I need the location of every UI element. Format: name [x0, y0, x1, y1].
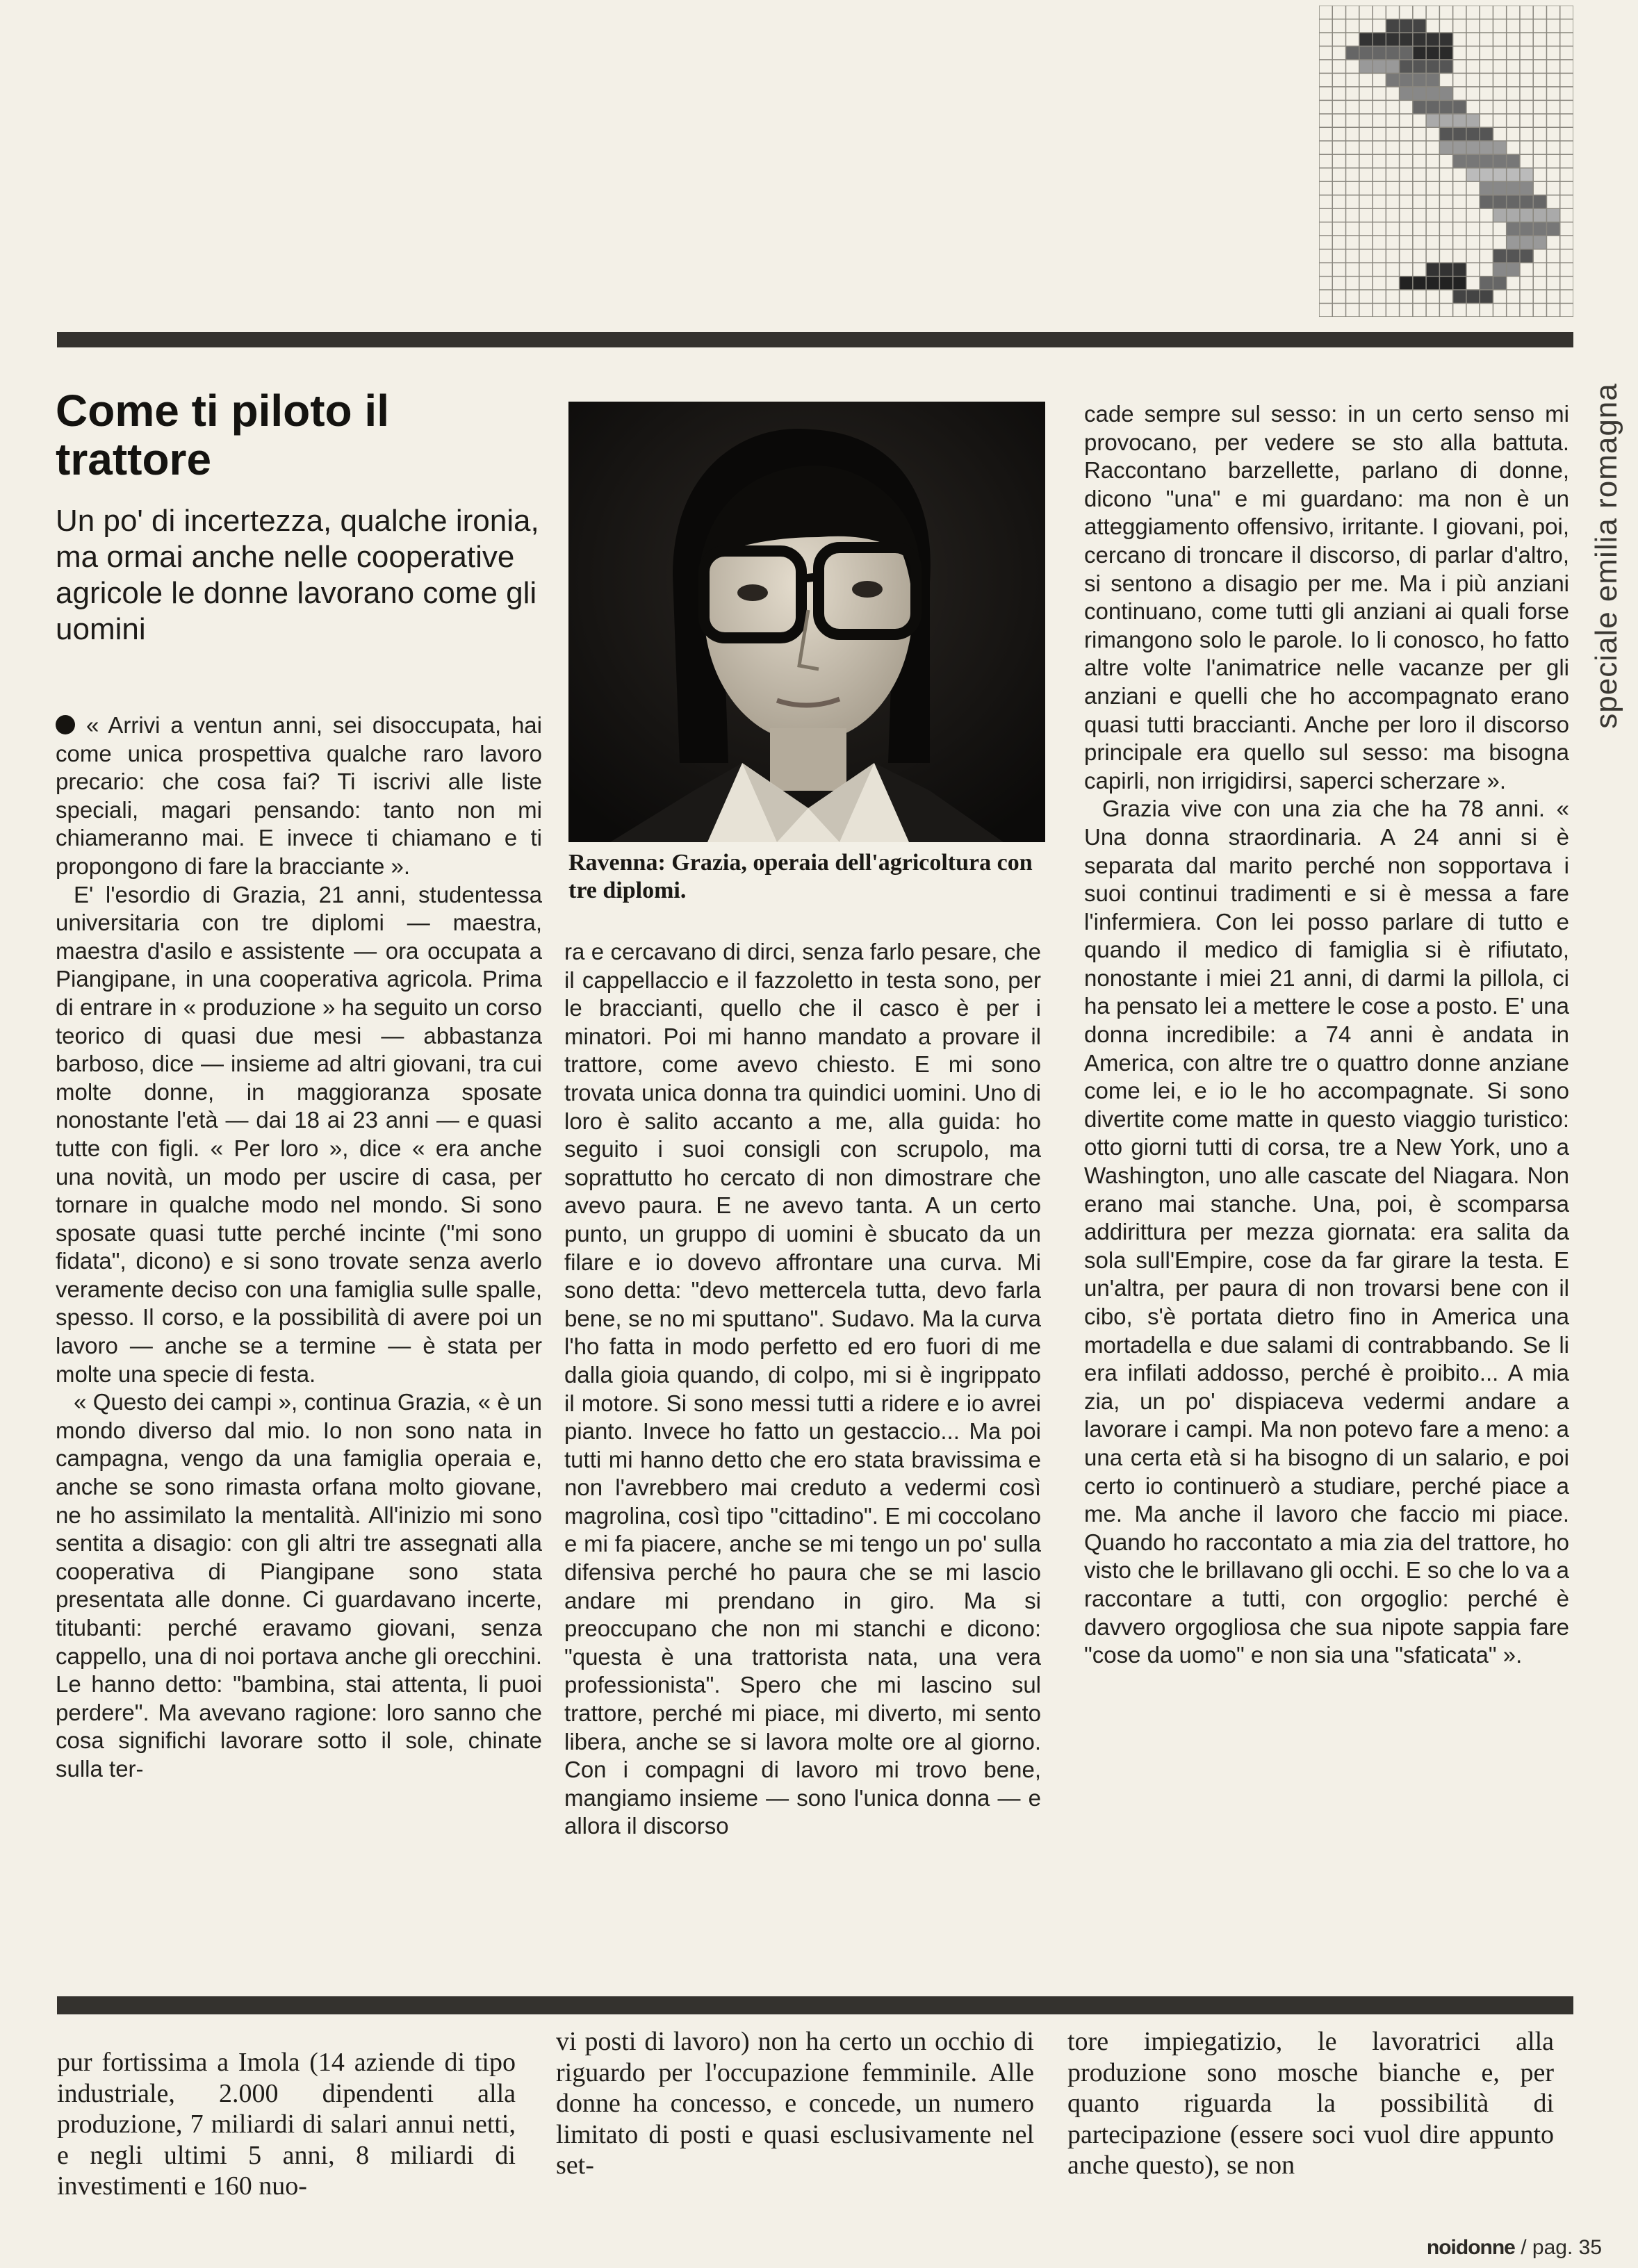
map-cell [1453, 114, 1466, 127]
map-cell [1480, 181, 1493, 195]
map-cell [1493, 195, 1506, 208]
map-cell [1507, 181, 1520, 195]
map-cell [1426, 277, 1439, 290]
map-cell [1413, 73, 1426, 86]
map-cell [1453, 263, 1466, 276]
map-cell [1493, 141, 1506, 154]
continuation-column-3 [1067, 2026, 1554, 2181]
map-cell [1466, 114, 1480, 127]
page-number: pag. 35 [1532, 2236, 1602, 2259]
map-cell [1466, 127, 1480, 140]
map-cell [1480, 290, 1493, 303]
map-cell [1466, 168, 1480, 181]
map-cell [1453, 141, 1466, 154]
map-cell [1533, 195, 1546, 208]
map-cell [1453, 277, 1466, 290]
map-cell [1507, 249, 1520, 263]
map-cell [1520, 208, 1533, 222]
map-cell [1520, 181, 1533, 195]
article-column-2 [564, 938, 1041, 1841]
paragraph: cade sempre sul sesso: in un certo senso mi provocano, per vedere se sto alla battuta. Raccontano barzellette, parlano di donne, dicono "una" e mi guardano: ma non è un atteggiamento offensivo, irritante. I giovani, poi, cercano di troncare il discorso, di parlar d'altro, si sentono a disagio per me. Ma i più anziani continuano, come tutti gli anziani ai quali forse rimangono solo le parole. Io li conosco, ho fatto altre volte l'animatrice nelle vacanze per gli anziani e quelli che ho accompagnato erano quasi tutti braccianti. Anche per loro il discorso principale era quello sul sesso: ma bisogna capirli, non irrigidirsi, saperci scherzare ». [1084, 401, 1569, 794]
map-cell [1507, 236, 1520, 249]
map-cell [1507, 195, 1520, 208]
map-cell [1507, 263, 1520, 276]
map-cell [1520, 236, 1533, 249]
map-cell [1533, 236, 1546, 249]
map-cell [1426, 263, 1439, 276]
map-cell [1439, 60, 1452, 73]
footer-separator: / [1521, 2236, 1527, 2259]
paragraph: « Arrivi a ventun anni, sei disoccupata, hai come unica prospettiva qualche raro lavoro precario: che cosa fai? Ti iscrivi alle liste speciali, magari pensando: tanto non mi chiameranno mai. E invece ti chiamano e ti propongono di fare la bracciante ». [56, 712, 542, 879]
paragraph: vi posti di lavoro) non ha certo un occhio di riguardo per l'occupazione femminile. Alle donne ha concesso, e concede, un numero limitato di posti e quasi esclusivamente nel set- [556, 2027, 1034, 2180]
map-cell [1439, 46, 1452, 59]
map-cell [1413, 33, 1426, 46]
map-cell [1413, 100, 1426, 113]
map-cell [1439, 263, 1452, 276]
map-cell [1400, 87, 1413, 100]
map-cell [1439, 33, 1452, 46]
paragraph: E' l'esordio di Grazia, 21 anni, studentessa universitaria con tre diplomi — maestra, maestra d'asilo e assistente — ora occupata a Piangipane, in una cooperativa agricola. Prima di entrare in « produzione » ha seguito un corso teorico di quasi due mesi — abbastanza barboso, dice — insieme ad altri giovani, tra cui molte donne, in maggioranza sposate nonostante l'età — dai 18 ai 23 anni — e quasi tutte con figli. « Per loro », dice « era anche una novità, un modo per uscire di casa, per tornare in qualche modo nel mondo. Si sono sposate quasi tutte perché incinte ("mi sono fidata", dicono) e si sono trovate senza averlo veramente deciso con una famiglia sulle spalle, spesso. Il corso, e la possibilità di avere poi un lavoro — anche se a termine — è stata per molte una specie di festa. [56, 881, 542, 1387]
map-cell [1493, 263, 1506, 276]
map-cell [1533, 222, 1546, 236]
map-cell [1386, 19, 1399, 32]
map-cell [1507, 154, 1520, 167]
map-cell [1359, 33, 1373, 46]
map-cell [1480, 127, 1493, 140]
map-cell [1507, 208, 1520, 222]
map-cell [1413, 60, 1426, 73]
map-cell [1480, 195, 1493, 208]
portrait-photo [568, 402, 1045, 842]
map-cell [1439, 141, 1452, 154]
map-cell [1507, 222, 1520, 236]
article-headline: Come ti piloto il trattore [56, 386, 389, 484]
article-column-3 [1084, 400, 1569, 1670]
section-label [1587, 361, 1626, 750]
map-cell [1400, 73, 1413, 86]
paragraph: « Questo dei campi », continua Grazia, « è un mondo diverso dal mio. Io non sono nata in campagna, vengo da una famiglia operaia e, anche se sono rimasta orfana molto giovane, ne ho assimilato la mentalità. All'inizio mi sono sentita a disagio: con gli altri tre assegnati alla cooperativa di Piangipane sono stata presentata alle donne. Ci guardavano incerte, titubanti: perché eravamo giovani, senza cappello, una di noi portava anche gli orecchini. Le hanno detto: "bambina, stai attenta, li puoi perdere". Ma avevano ragione: loro sanno che cosa significhi lavorare sotto il sole, chinate sulla ter- [56, 1389, 542, 1782]
map-cell [1466, 141, 1480, 154]
map-cell [1480, 277, 1493, 290]
paragraph: pur fortissima a Imola (14 aziende di tipo industriale, 2.000 dipendenti alla produzione, 7 miliardi di salari annui netti, e negli ultimi 5 anni, 8 miliardi di investimenti e 160 nuo- [57, 2048, 516, 2201]
map-cell [1426, 46, 1439, 59]
map-cell [1520, 195, 1533, 208]
map-cell [1373, 46, 1386, 59]
map-cell [1546, 208, 1559, 222]
map-cell [1546, 222, 1559, 236]
paragraph: Grazia vive con una zia che ha 78 anni. « Una donna straordinaria. A 24 anni si è separata dal marito perché non sopportava i suoi continui tradimenti e si è messa a fare l'infermiera. Con lei posso parlare di tutto e quando il medico di famiglia si è rifiutato, nonostante i miei 21 anni, di darmi la pillola, ci ha pensato lei a mettere le cose a posto. E' una donna incredibile: a 74 anni è andata in America, con altre tre o quattro donne anziane come lei, e io le ho accompagnate. Si sono divertite come matte in questo viaggio turistico: otto giorni tutti di corsa, tre a New York, uno a Washington, uno alle cascate del Niagara. Non erano mai stanche. Una, poi, è scomparsa addirittura per mezza giornata: era salita da sola sull'Empire, cose da far girare la testa. E un'altra, per paura di non trovarsi bene con il cibo, s'è portata dietro fino in America una mortadella e due salami di contrabbando. Se li era infilati addosso, perché è proibito... A mia zia, un po' dispiaceva vedermi andare a lavorare i campi. Ma non potevo fare a meno: a una certa età si ha bisogno di un salario, e poi certo io continuerò a studiare, perché piace a me. Ma anche il lavoro che faccio mi piace. Quando ho raccontato a mia zia del trattore, ho visto che le brillavano gli occhi. E so che lo va a raccontare a tutti, con orgoglio: perché è davvero orgogliosa che sua nipote sappia fare "cose da uomo" e non sia una "sfaticata" ». [1084, 796, 1569, 1668]
bottom-divider [57, 1996, 1573, 2014]
map-cell [1520, 222, 1533, 236]
map-cell [1439, 87, 1452, 100]
map-cell [1466, 154, 1480, 167]
map-cell [1386, 46, 1399, 59]
section-label-text: speciale emilia romagna [1589, 383, 1623, 729]
article-standfirst: Un po' di incertezza, qualche ironia, ma ormai anche nelle cooperative agricole le donne lavorano come gli uomini [56, 504, 539, 646]
map-cell [1480, 141, 1493, 154]
map-cell [1507, 168, 1520, 181]
map-cell [1426, 73, 1439, 86]
map-cell [1533, 208, 1546, 222]
paragraph: tore impiegatizio, le lavoratrici alla produzione sono mosche bianche e, per quanto riguarda la possibilità di partecipazione (essere soci vuol dire appunto anche questo), se non [1067, 2027, 1554, 2180]
map-cell [1439, 114, 1452, 127]
map-cell [1453, 290, 1466, 303]
map-cell [1386, 33, 1399, 46]
italy-map-logo [1319, 6, 1573, 317]
map-cell [1400, 19, 1413, 32]
map-cell [1493, 154, 1506, 167]
map-cell [1520, 249, 1533, 263]
map-cell [1413, 277, 1426, 290]
map-cell [1439, 127, 1452, 140]
map-cell [1466, 290, 1480, 303]
map-cell [1480, 154, 1493, 167]
map-cell [1493, 277, 1506, 290]
map-cell [1413, 87, 1426, 100]
map-cell [1453, 154, 1466, 167]
map-cell [1493, 168, 1506, 181]
map-cell [1426, 33, 1439, 46]
map-cell [1480, 168, 1493, 181]
map-cell [1426, 114, 1439, 127]
magazine-name: noidonne [1426, 2236, 1515, 2259]
map-cell [1413, 46, 1426, 59]
top-divider [57, 332, 1573, 347]
map-cell [1359, 60, 1373, 73]
map-cell [1493, 208, 1506, 222]
map-cell [1400, 60, 1413, 73]
map-cell [1400, 46, 1413, 59]
italy-map-icon [1319, 6, 1573, 317]
map-cell [1400, 33, 1413, 46]
map-cell [1439, 277, 1452, 290]
map-cell [1346, 46, 1359, 59]
page-footer [1427, 2236, 1602, 2260]
map-cell [1373, 60, 1386, 73]
portrait-illustration [568, 402, 1045, 842]
map-cell [1426, 100, 1439, 113]
continuation-column-2 [556, 2026, 1034, 2181]
map-cell [1493, 249, 1506, 263]
photo-caption: Ravenna: Grazia, operaia dell'agricoltura con tre diplomi. [568, 850, 1033, 903]
map-cell [1453, 100, 1466, 113]
paragraph: ra e cercavano di dirci, senza farlo pesare, che il cappellaccio e il fazzoletto in testa sono, per le braccianti, quello che il casco è per i minatori. Poi mi hanno mandato a provare il trattore, come avevo chiesto. E mi sono trovata unica donna tra quindici uomini. Uno di loro è salito accanto a me, alla guida: ho seguito i suoi consigli con scrupolo, ma soprattutto ho cercato di non dimostrare che avevo paura. E ne avevo tanta. A un certo punto, un gruppo di uomini è sbucato da un filare e io dovevo affrontare una curva. Mi sono detta: "devo mettercela tutta, devo farla bene, se no mi sputtano". Sudavo. Ma la curva l'ho fatta in modo perfetto ed ero fuori di me dalla gioia quando, di colpo, mi si è ingrippato il motore. Si sono messi tutti a ridere e io avrei pianto. Invece ho fatto un gestaccio... Ma poi tutti mi hanno detto che ero stata bravissima e non l'avrebbero mai creduto a vedermi così magrolina, così tipo "cittadino". E mi coccolano e mi fa piacere, anche se mi tengo un po' sulla difensiva perché ho paura che se mi lascio andare mi prendano in giro. Ma si preoccupano che non mi stanchi e dicono: "questa è una trattorista nata, una vera professionista". Spero che mi lascino sul trattore, perché mi piace, mi diverto, mi sento libera, anche se si lavora molte ore al giorno. Con i compagni di lavoro mi trovo bene, mangiamo insieme — sono l'unica donna — e allora il discorso [564, 939, 1041, 1839]
article-column-1 [56, 712, 542, 1784]
map-cell [1386, 60, 1399, 73]
map-cell [1453, 127, 1466, 140]
map-cell [1373, 33, 1386, 46]
map-cell [1493, 181, 1506, 195]
map-cell [1426, 60, 1439, 73]
bullet-icon [56, 715, 75, 734]
map-cell [1359, 46, 1373, 59]
map-cell [1439, 100, 1452, 113]
map-cell [1426, 87, 1439, 100]
map-cell [1413, 19, 1426, 32]
map-cell [1520, 168, 1533, 181]
continuation-column-1 [57, 2047, 516, 2202]
map-cell [1386, 73, 1399, 86]
map-cell [1400, 277, 1413, 290]
